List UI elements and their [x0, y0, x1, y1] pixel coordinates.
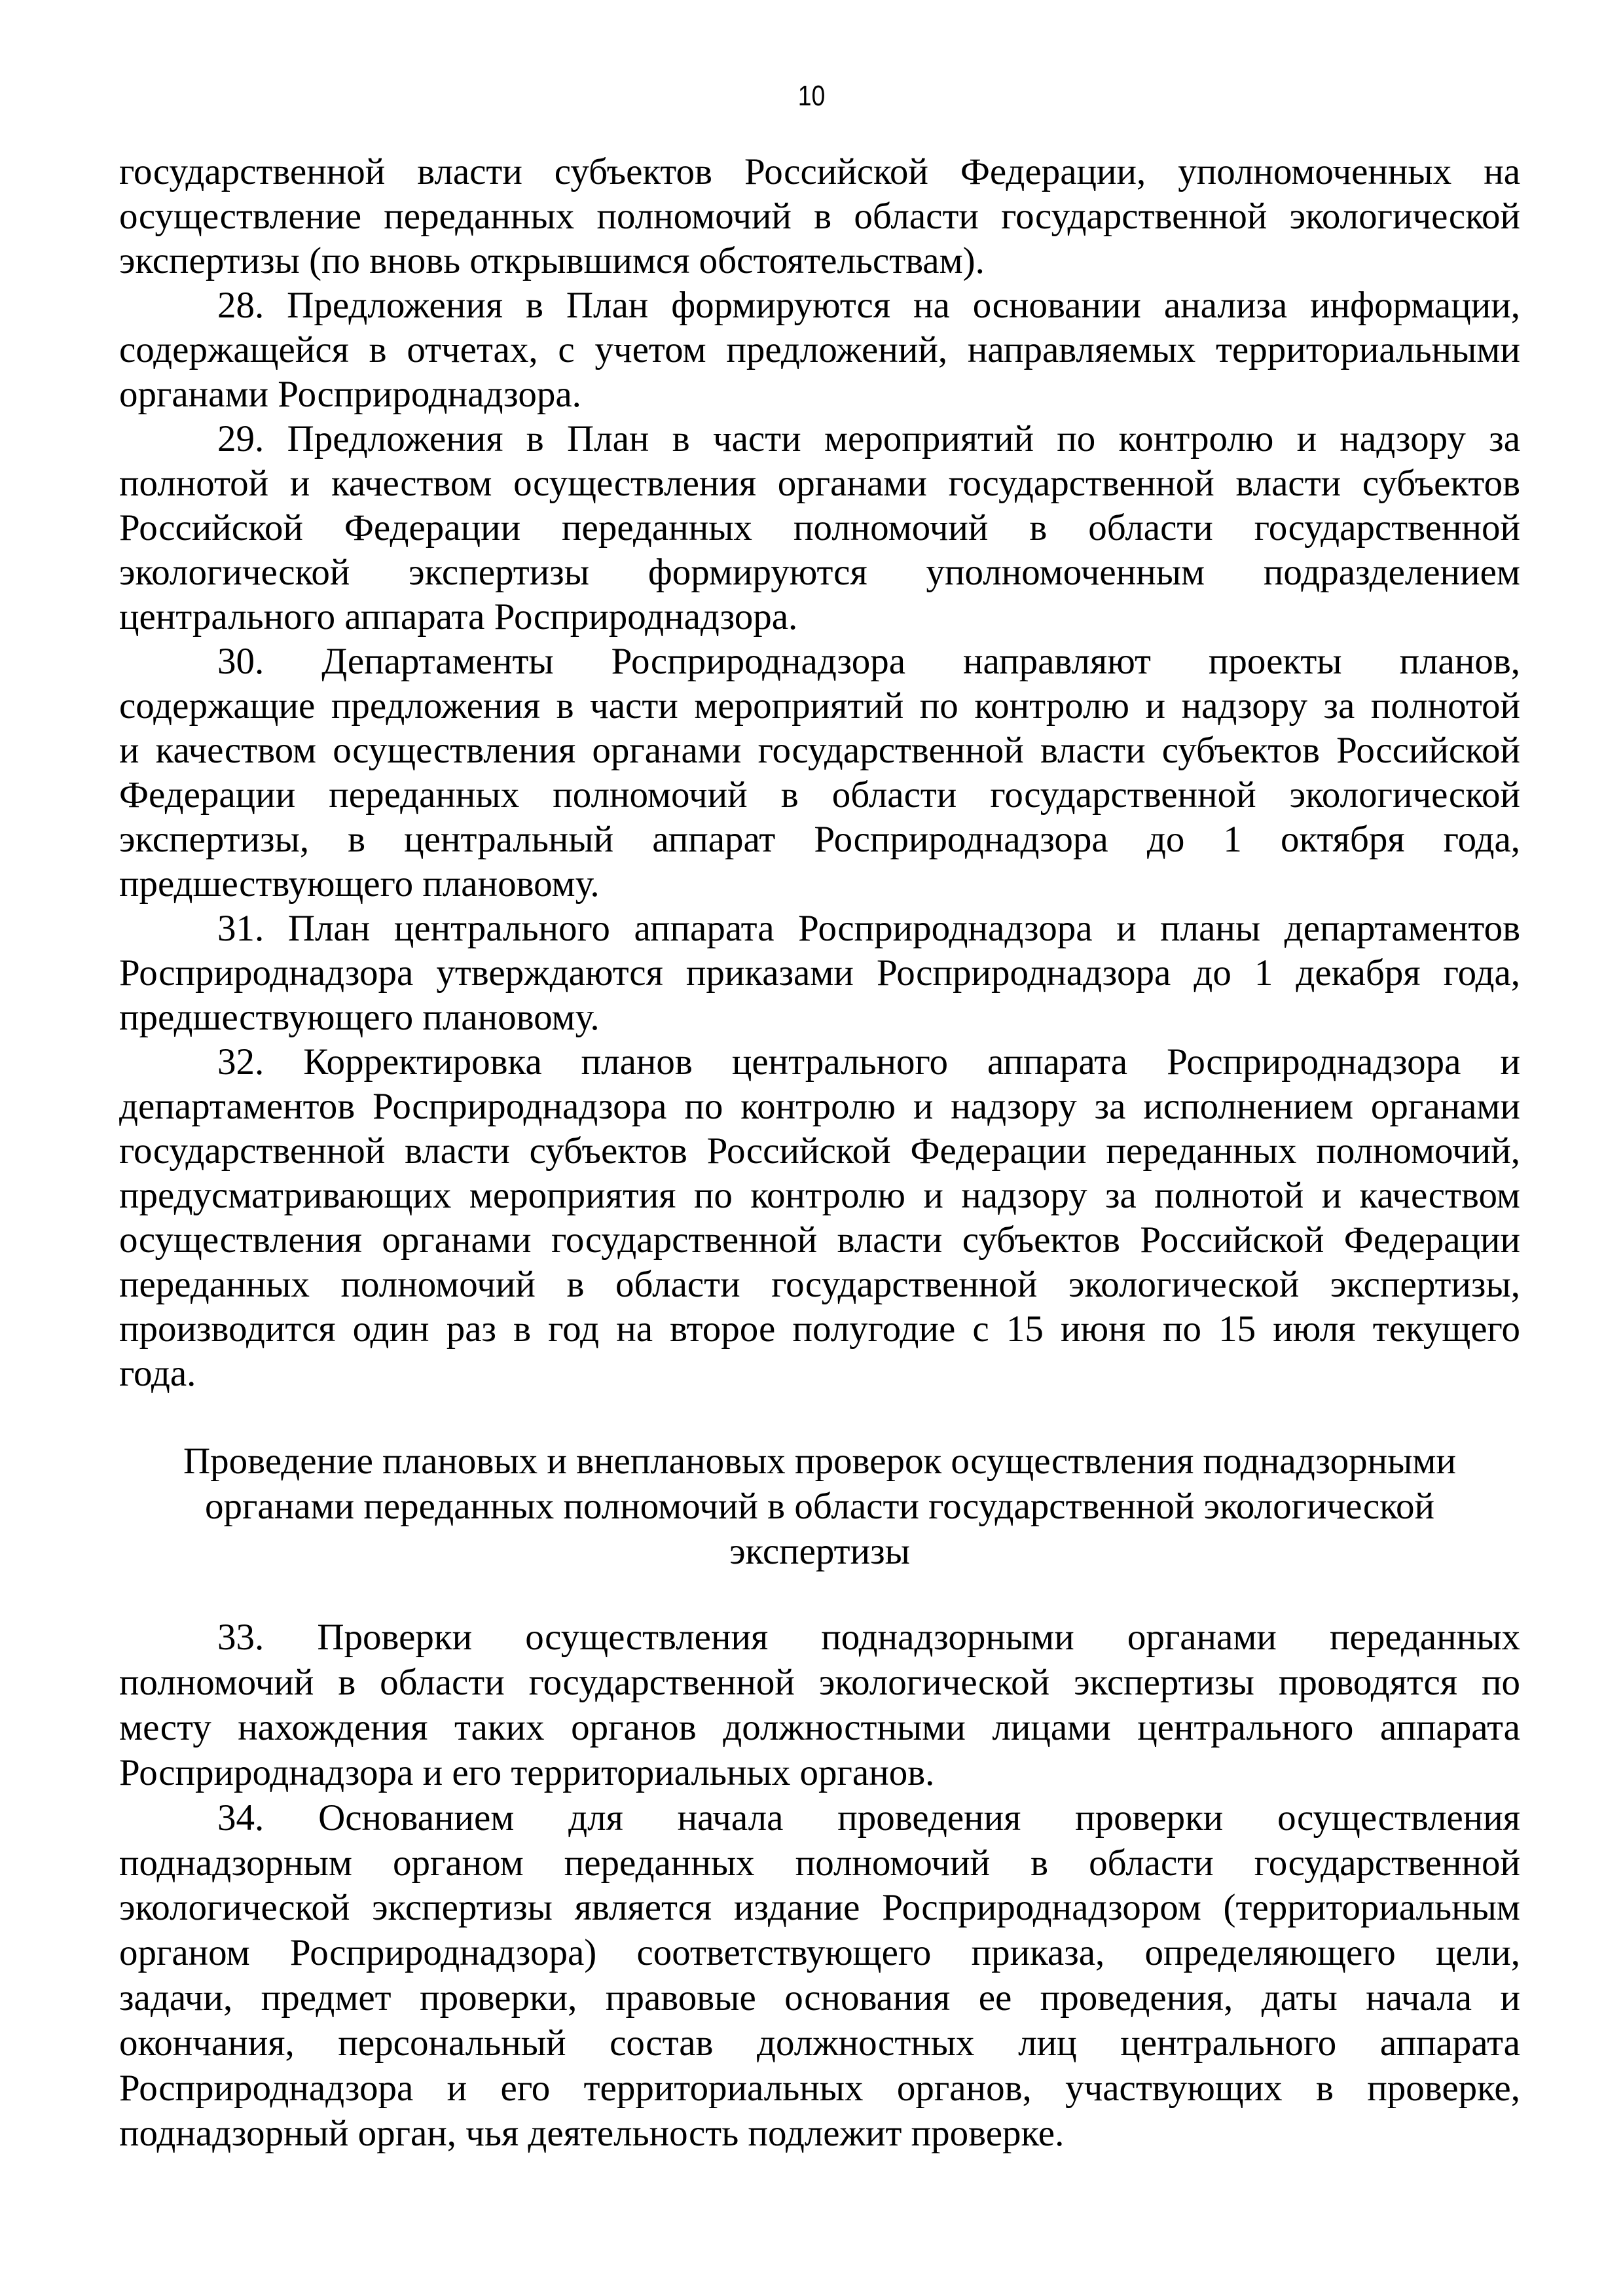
text-line: 29. Предложения в План в части мероприятий по контролю и надзору за	[217, 418, 1520, 459]
text-line: содержащие предложения в части мероприятий по контролю и надзору за полнотой	[119, 685, 1520, 726]
text-line: осуществления органами государственной власти субъектов Российской Федерации	[119, 1219, 1520, 1261]
text-line: и качеством осуществления органами государственной власти субъектов Российской	[119, 730, 1520, 771]
text-line: осуществление переданных полномочий в области государственной экологической	[119, 196, 1520, 237]
heading-line: экспертизы	[729, 1531, 910, 1572]
text-line: переданных полномочий в области государственной экологической экспертизы,	[119, 1264, 1520, 1305]
text-line: окончания, персональный состав должностных лиц центрального аппарата	[119, 2022, 1520, 2064]
text-line: предшествующего плановому.	[119, 997, 600, 1038]
text-line: Росприроднадзора и его территориальных органов, участвующих в проверке,	[119, 2068, 1520, 2109]
page-number: 10	[797, 80, 826, 112]
text-line: 30. Департаменты Росприроднадзора направляют проекты планов,	[217, 641, 1520, 682]
text-line: месту нахождения таких органов должностными лицами центрального аппарата	[119, 1706, 1520, 1748]
text-line: содержащейся в отчетах, с учетом предложений, направляемых территориальными	[119, 329, 1520, 370]
text-line: государственной власти субъектов Российской Федерации переданных полномочий,	[119, 1130, 1520, 1172]
text-line: полнотой и качеством осуществления органами государственной власти субъектов	[119, 463, 1520, 504]
text-line: органами Росприроднадзора.	[119, 374, 581, 415]
text-line: предшествующего плановому.	[119, 863, 600, 905]
text-line: 33. Проверки осуществления поднадзорными органами переданных	[217, 1617, 1520, 1658]
text-line: Федерации переданных полномочий в области государственной экологической	[119, 774, 1520, 816]
text-line: экспертизы (по вновь открывшимся обстоятельствам).	[119, 240, 985, 281]
text-line: задачи, предмет проверки, правовые основания ее проведения, даты начала и	[119, 1977, 1520, 2019]
text-line: поднадзорный орган, чья деятельность подлежит проверке.	[119, 2112, 1065, 2154]
text-line: органом Росприроднадзора) соответствующего приказа, определяющего цели,	[119, 1932, 1520, 1974]
text-line: полномочий в области государственной экологической экспертизы проводятся по	[119, 1661, 1520, 1703]
text-line: 32. Корректировка планов центрального аппарата Росприроднадзора и	[217, 1041, 1520, 1083]
text-line: производится один раз в год на второе полугодие с 15 июня по 15 июля текущего	[119, 1308, 1520, 1350]
text-line: Российской Федерации переданных полномочий в области государственной	[119, 507, 1520, 548]
text-line: экологической экспертизы является издание Росприроднадзором (территориальным	[119, 1887, 1520, 1929]
text-line: предусматривающих мероприятия по контролю и надзору за полнотой и качеством	[119, 1175, 1520, 1216]
text-line: департаментов Росприроднадзора по контролю и надзору за исполнением органами	[119, 1086, 1520, 1127]
text-line: года.	[119, 1353, 196, 1394]
text-line: 31. План центрального аппарата Росприроднадзора и планы департаментов	[217, 908, 1520, 949]
text-line: Росприроднадзора утверждаются приказами Росприроднадзора до 1 декабря года,	[119, 952, 1520, 994]
text-line: 34. Основанием для начала проведения проверки осуществления	[217, 1797, 1520, 1839]
heading-line: Проведение плановых и внеплановых проверок осуществления поднадзорными	[183, 1441, 1456, 1482]
text-line: государственной власти субъектов Российской Федерации, уполномоченных на	[119, 151, 1520, 192]
text-line: 28. Предложения в План формируются на основании анализа информации,	[217, 285, 1520, 326]
text-line: Росприроднадзора и его территориальных органов.	[119, 1751, 935, 1793]
text-line: экспертизы, в центральный аппарат Росприроднадзора до 1 октября года,	[119, 819, 1520, 860]
text-line: поднадзорным органом переданных полномочий в области государственной	[119, 1842, 1520, 1884]
text-line: экологической экспертизы формируются уполномоченным подразделением	[119, 552, 1520, 593]
text-line: центрального аппарата Росприроднадзора.	[119, 596, 798, 637]
heading-line: органами переданных полномочий в области государственной экологической	[205, 1486, 1434, 1527]
